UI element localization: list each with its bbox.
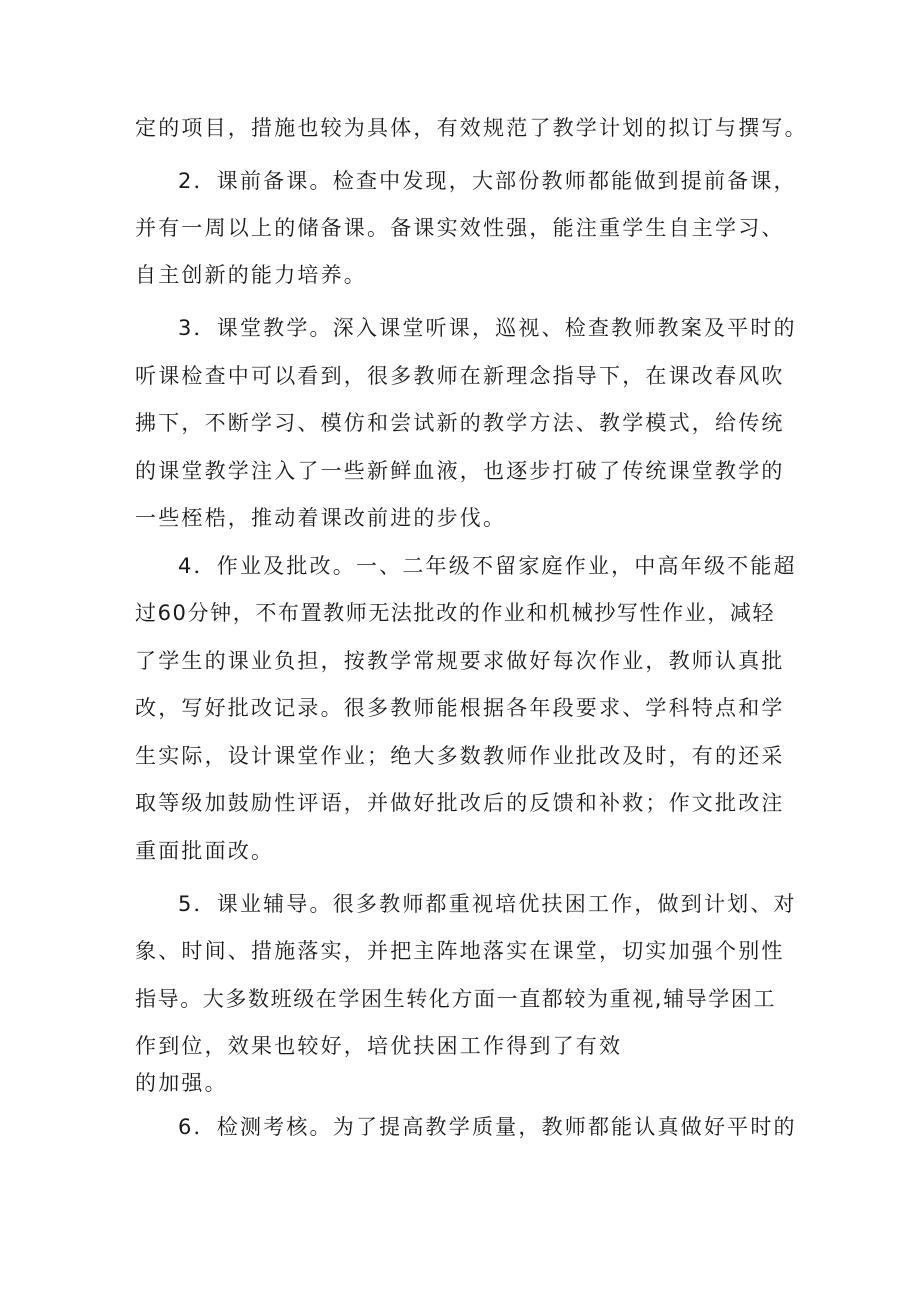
text-line: 的课堂教学注入了一些新鲜血液，也逐步打破了传统课堂教学的 xyxy=(135,459,785,483)
text-line: 拂下，不断学习、模仿和尝试新的教学方法、教学模式，给传统 xyxy=(135,411,785,435)
paragraph-3-line: 3．课堂教学。深入课堂听课，巡视、检查教师教案及平时的 xyxy=(178,316,797,340)
paragraph-4-line: 4．作业及批改。一、二年级不留家庭作业，中高年级不能超 xyxy=(178,554,797,578)
text-line: 听课检查中可以看到，很多教师在新理念指导下，在课改春风吹 xyxy=(135,364,785,388)
text-line: 生实际，设计课堂作业；绝大多数教师作业批改及时，有的还采 xyxy=(135,744,785,768)
text-line: 过60分钟，不布置教师无法批改的作业和机械抄写性作业，减轻 xyxy=(135,601,776,625)
text-line: 并有一周以上的储备课。备课实效性强，能注重学生自主学习、 xyxy=(135,216,785,240)
text-line: 一些桎梏，推动着课改前进的步伐。 xyxy=(135,506,507,530)
paragraph-6-line: 6．检测考核。为了提高教学质量，教师都能认真做好平时的 xyxy=(178,1115,797,1139)
paragraph-2-line: 2．课前备课。检查中发现，大部份教师都能做到提前备课， xyxy=(178,169,797,193)
paragraph-5-line: 5．课业辅导。很多教师都重视培优扶困工作，做到计划、对 xyxy=(178,892,797,916)
text-line: 作到位，效果也较好，培优扶困工作得到了有效 xyxy=(135,1034,623,1058)
text-line: 的加强。 xyxy=(135,1071,228,1095)
text-line: 定的项目，措施也较为具体，有效规范了教学计划的拟订与撰写。 xyxy=(135,116,808,140)
text-line: 象、时间、措施落实，并把主阵地落实在课堂，切实加强个别性 xyxy=(135,939,785,963)
text-line: 改，写好批改记录。很多教师能根据各年段要求、学科特点和学 xyxy=(135,696,785,720)
text-line: 了学生的课业负担，按教学常规要求做好每次作业，教师认真批 xyxy=(135,649,785,673)
text-line: 重面批面改。 xyxy=(135,839,275,863)
text-line: 取等级加鼓励性评语，并做好批改后的反馈和补救；作文批改注 xyxy=(135,791,785,815)
text-line: 自主创新的能力培养。 xyxy=(135,263,367,287)
text-line: 指导。大多数班级在学困生转化方面一直都较为重视,辅导学困工 xyxy=(135,987,777,1011)
